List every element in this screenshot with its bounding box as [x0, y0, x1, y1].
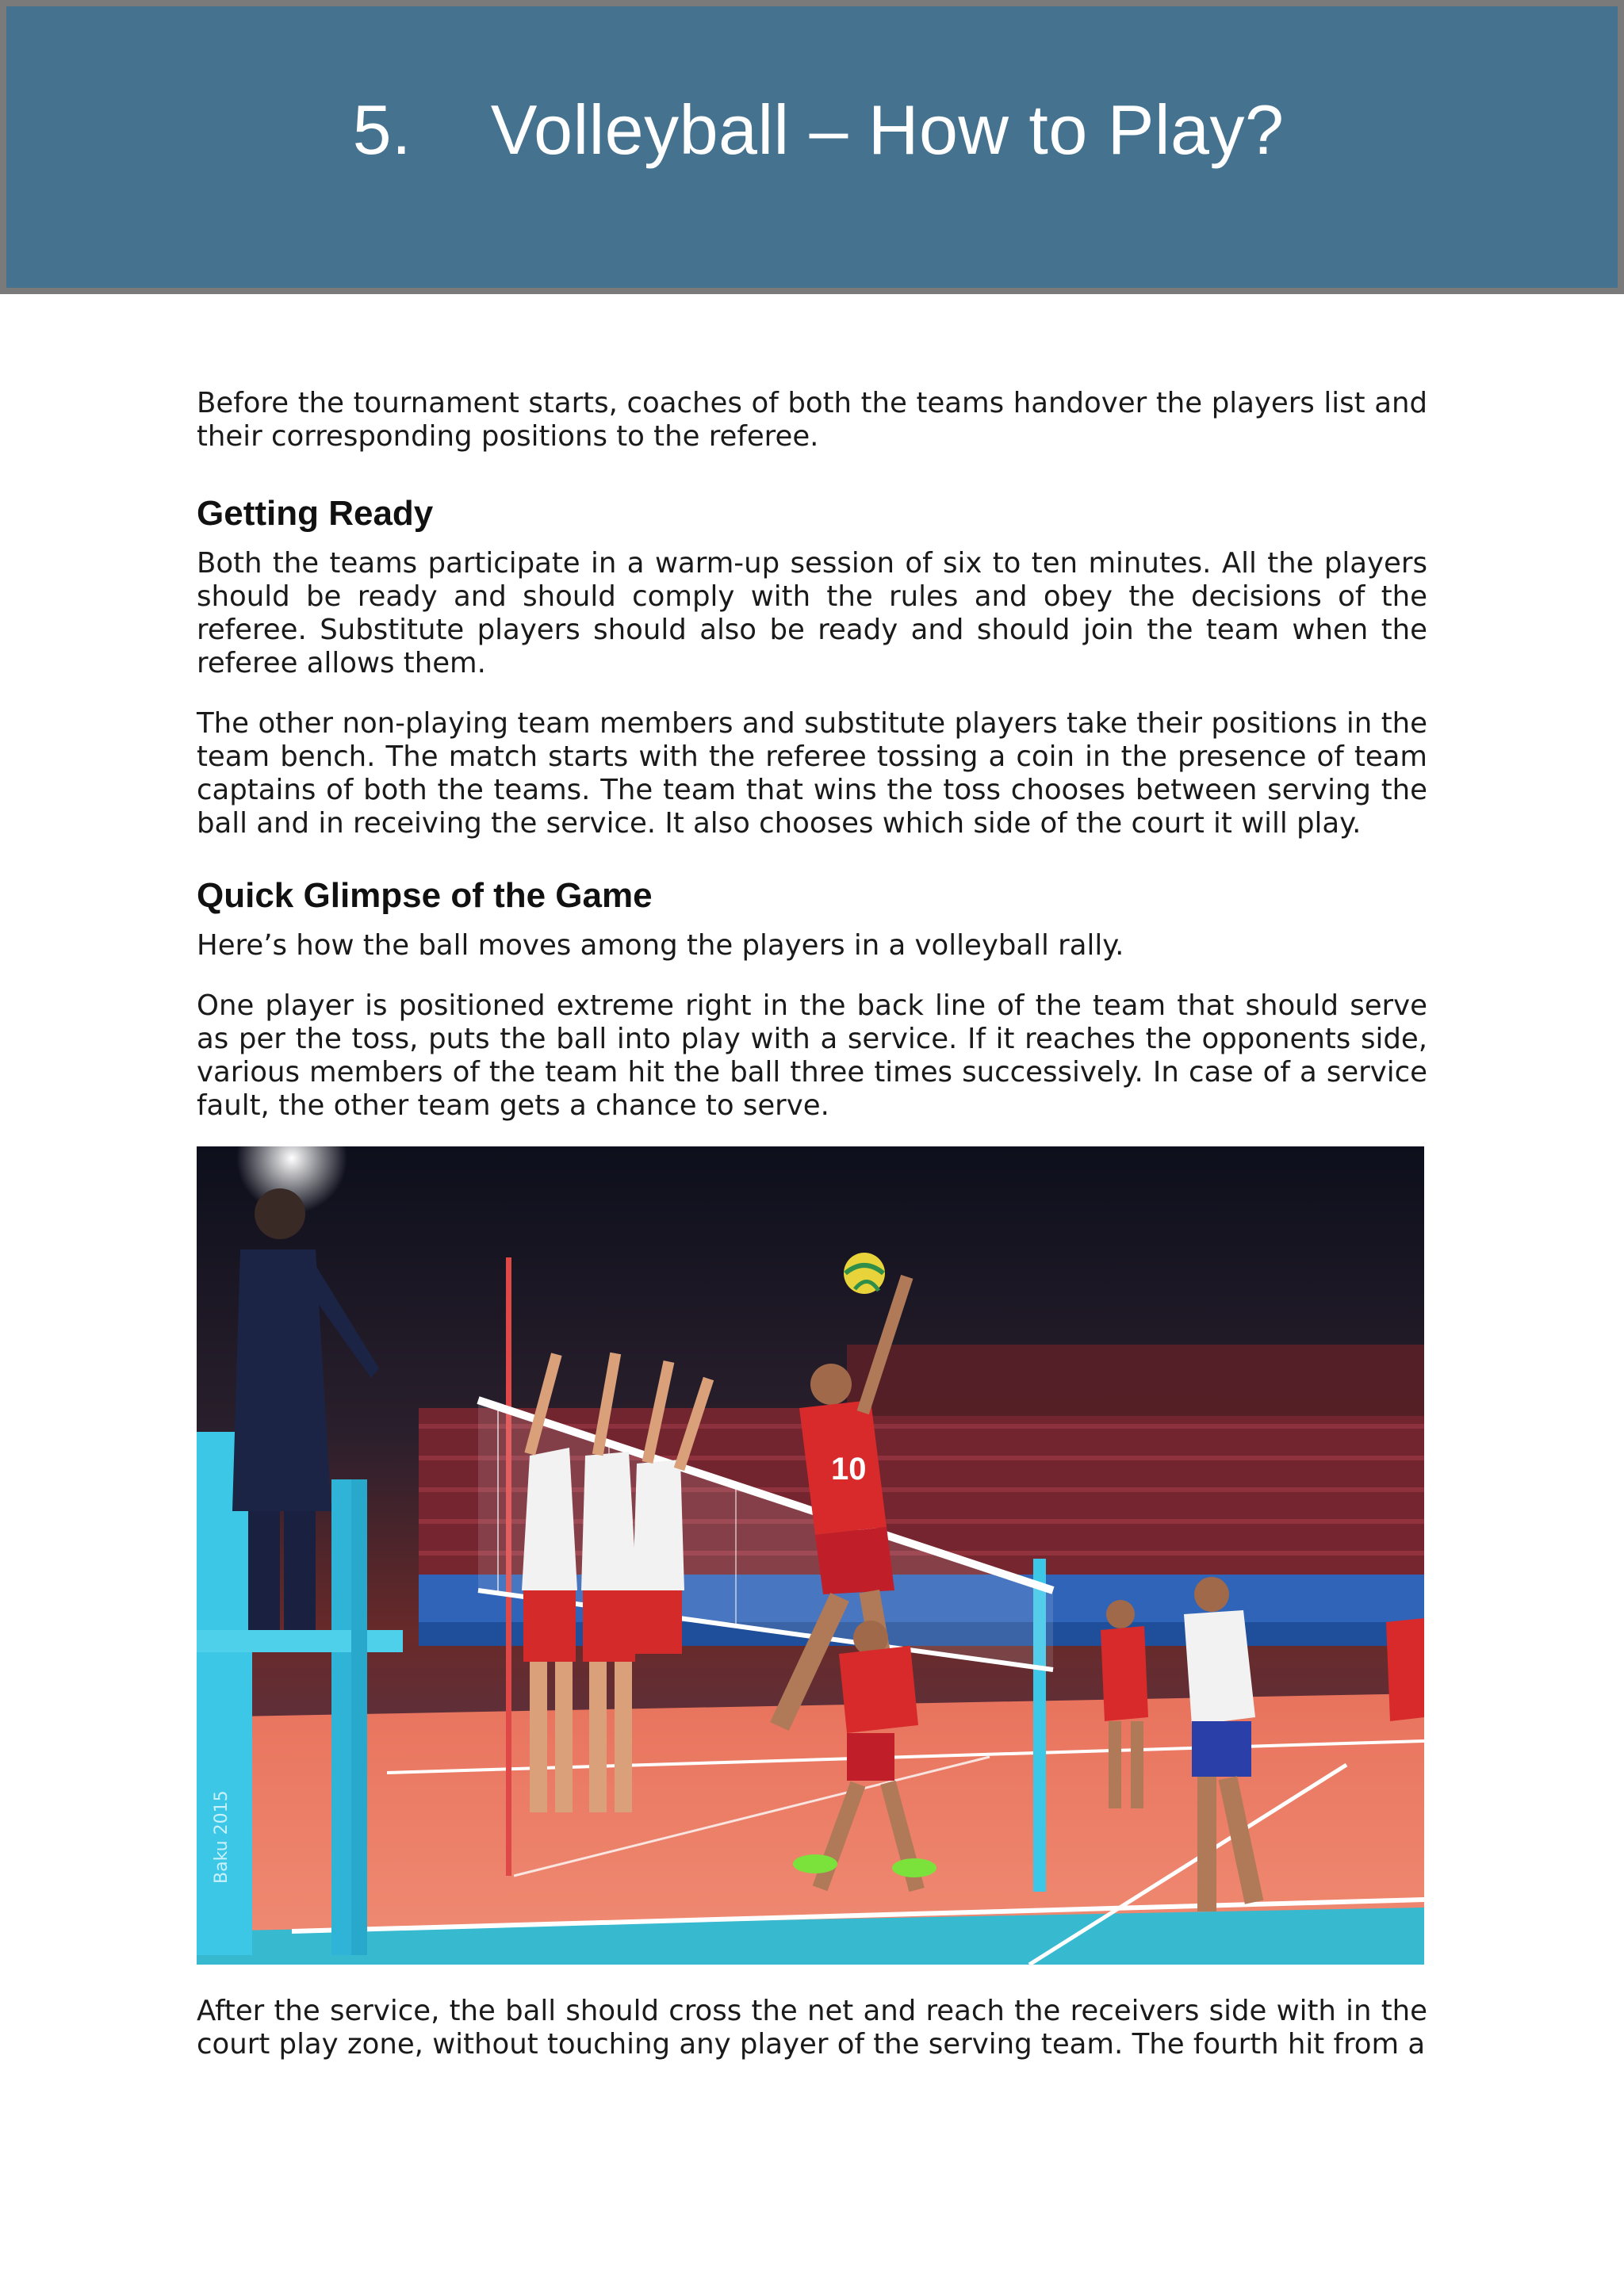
title-banner [0, 0, 1624, 294]
getting-ready-paragraph-1: Both the teams participate in a warm-up session of six to ten minutes. All the players should be ready and should comply with the rules and obey the decisions of the referee. Substitute players should also be ready and should join the team when the referee allows them. [197, 547, 1427, 679]
getting-ready-heading: Getting Ready [197, 494, 434, 533]
jersey-number: 10 [831, 1452, 867, 1487]
getting-ready-paragraph-2: The other non-playing team members and substitute players take their positions in the team bench. The match starts with the referee tossing a coin in the presence of team captains of both the teams. The team that wins the toss chooses between serving the ball and in receiving the service. It also chooses which side of the court it will play. [197, 707, 1427, 840]
volleyball-scene-illustration [197, 1146, 1424, 1965]
closing-paragraph: After the service, the ball should cross the net and reach the receivers side with in the court play zone, without touching any player of the serving team. The fourth hit from a [197, 1995, 1427, 2061]
pole-text: Baku 2015 [212, 1790, 232, 1884]
volleyball-match-photo [197, 1146, 1424, 1965]
quick-glimpse-paragraph-1: Here’s how the ball moves among the players in a volleyball rally. [197, 929, 1124, 962]
intro-paragraph: Before the tournament starts, coaches of both the teams handover the players list and their corresponding positions to the referee. [197, 387, 1427, 453]
page-title: 5. Volleyball – How to Play? [352, 90, 1285, 169]
document-body [197, 387, 1427, 2061]
quick-glimpse-paragraph-2: One player is positioned extreme right in the back line of the team that should serve as per the toss, puts the ball into play with a service. If it reaches the opponents side, various members of the team hit the ball three times successively. In case of a service fault, the other team gets a chance to serve. [197, 989, 1427, 1122]
quick-glimpse-heading: Quick Glimpse of the Game [197, 876, 653, 915]
volleyball-ball [844, 1253, 885, 1294]
